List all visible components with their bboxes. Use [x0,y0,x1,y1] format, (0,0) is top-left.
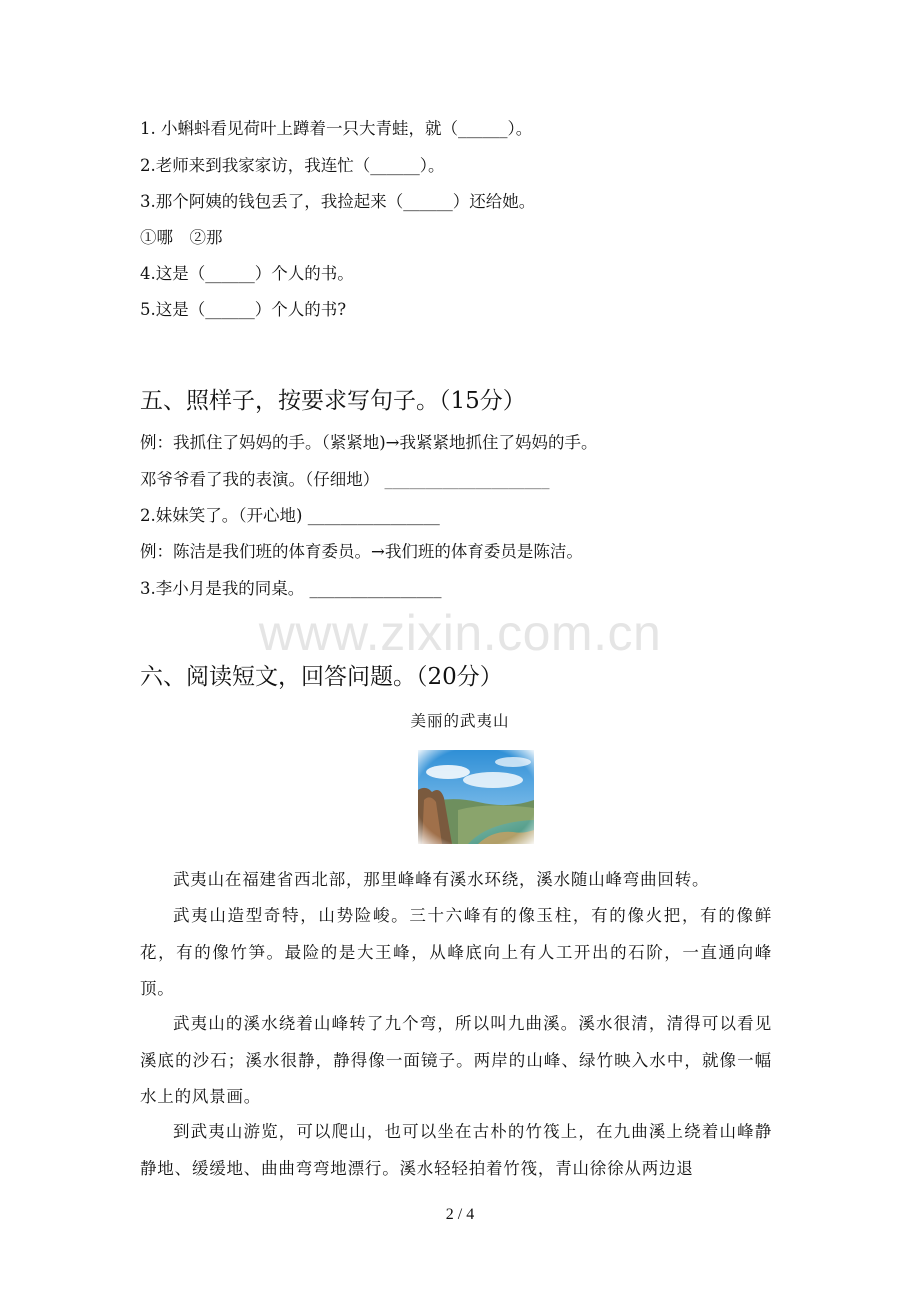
fill-question-4: 4.这是（______）个人的书。 [140,264,354,283]
page-number: 2 / 4 [445,1206,475,1223]
passage-title: 美丽的武夷山 [410,712,510,730]
section-5-question-2 [140,505,440,527]
section-5-question-1 [140,469,550,491]
section-5-example-2: 例：陈洁是我们班的体育委员。→我们班的体育委员是陈洁。 [140,542,583,561]
answer-blank: ____________________ [384,470,550,489]
section-5-heading: 五、照样子，按要求写句子。（15分） [140,388,526,414]
section-5-question-3 [140,578,442,600]
section-6-heading: 六、阅读短文，回答问题。（20分） [140,664,503,690]
landscape-photo [418,750,534,844]
answer-blank: ________________ [309,579,442,598]
fill-question-5: 5.这是（______）个人的书? [140,300,347,319]
fill-question-3: 3.那个阿姨的钱包丢了，我捡起来（______）还给她。 [140,192,536,211]
fill-question-2: 2.老师来到我家家访，我连忙（______）。 [140,156,445,175]
answer-blank: ________________ [307,506,440,525]
passage-paragraph-4: 到武夷山游览，可以爬山，也可以坐在古朴的竹筏上，在九曲溪上绕着山峰静静地、缓缓地、曲曲弯弯地漂行。溪水轻轻拍着竹筏，青山徐徐从两边退 [140,1122,772,1178]
passage-paragraph-3: 武夷山的溪水绕着山峰转了九个弯，所以叫九曲溪。溪水很清，清得可以看见溪底的沙石；溪水很静，静得像一面镜子。两岸的山峰、绿竹映入水中，就像一幅水上的风景画。 [140,1014,772,1106]
watermark: www.zixin.com.cn [258,605,662,661]
question-text: 3.李小月是我的同桌。 [140,579,305,598]
passage-paragraph-2: 武夷山造型奇特，山势险峻。三十六峰有的像玉柱，有的像火把，有的像鲜花，有的像竹笋。最险的是大王峰，从峰底向上有人工开出的石阶，一直通向峰顶。 [140,906,772,998]
question-text: 邓爷爷看了我的表演。（仔细地） [140,470,380,489]
passage-paragraph-1: 武夷山在福建省西北部，那里峰峰有溪水环绕，溪水随山峰弯曲回转。 [173,870,710,889]
word-options: ①哪 ②那 [140,228,223,247]
section-5-example-1: 例：我抓住了妈妈的手。（紧紧地)→我紧紧地抓住了妈妈的手。 [140,433,598,452]
question-text: 2.妹妹笑了。（开心地) [140,506,303,525]
fill-question-1: 1. 小蝌蚪看见荷叶上蹲着一只大青蛙，就（______）。 [140,119,533,138]
